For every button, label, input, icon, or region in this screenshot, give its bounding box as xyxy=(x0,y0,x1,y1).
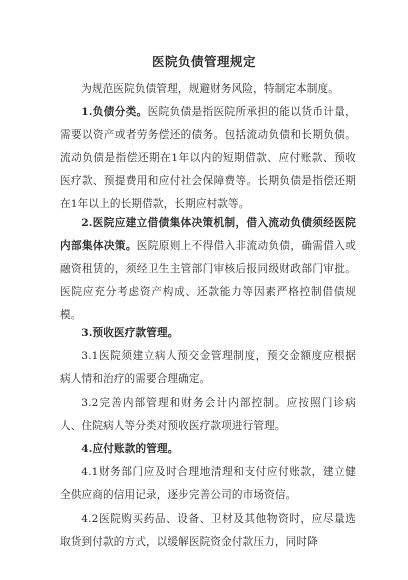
paragraph-heading: 2.医院应建立借债集体决策机制，借入流动负债须经医院内部集体决策。 xyxy=(60,217,356,252)
paragraph-heading: 3.预收医疗款管理。 xyxy=(81,327,179,339)
paragraph-heading: 4.应付账款的管理。 xyxy=(81,443,179,455)
paragraph-text: 3.1医院须建立病人预交金管理制度，预交金额度应根据病人情和治疗的需要合理确定。 xyxy=(60,350,356,385)
paragraph-text: 为规范医院负债管理，规避财务风险，特制定本制度。 xyxy=(81,83,340,95)
paragraph-text: 医院负债是指医院所承担的能以货币计量，需要以资产或者劳务偿还的债务。包括流动负债和长期负债。流动负债是指偿还期在1年以内的短期借款、应付账款、预收医疗款、预提费用和应付社会保障费等。长期负债是指偿还期在1年以上的长期借款，长期应村款等。 xyxy=(60,106,356,210)
paragraph-text: 3.2完善内部管理和财务会计内部控制。应按照门诊病人、住院病人等分类对预收医疗款项进行管理。 xyxy=(60,397,356,432)
paragraph-3-heading xyxy=(60,322,356,345)
paragraph-text: 医院原则上不得借入非流动负债，确需借入或融资租赁的，须经卫生主管部门审核后报同级财政部门审批。医院应充分考虑资产构成、还款能力等因素严格控制借债规模。 xyxy=(60,240,356,321)
paragraph-3-2 xyxy=(60,392,356,438)
paragraph-4-1 xyxy=(60,461,356,507)
paragraph-4-2 xyxy=(60,508,356,554)
paragraph-intro xyxy=(60,78,356,101)
paragraph-heading: 1.负债分类。 xyxy=(81,106,148,118)
paragraph-text: 4.2医院购买药品、设备、卫材及其他物资时，应尽量选取货到付款的方式，以缓解医院资金付款压力，同时降 xyxy=(60,513,356,548)
paragraph-1 xyxy=(60,101,356,216)
paragraph-text: 4.1财务部门应及时合理地清理和支付应付账款，建立健全供应商的信用记录，逐步完善公司的市场资信。 xyxy=(60,466,356,501)
paragraph-3-1 xyxy=(60,345,356,391)
paragraph-2 xyxy=(60,212,356,327)
document-title: 医院负债管理规定 xyxy=(151,54,256,69)
paragraph-4-heading xyxy=(60,438,356,461)
